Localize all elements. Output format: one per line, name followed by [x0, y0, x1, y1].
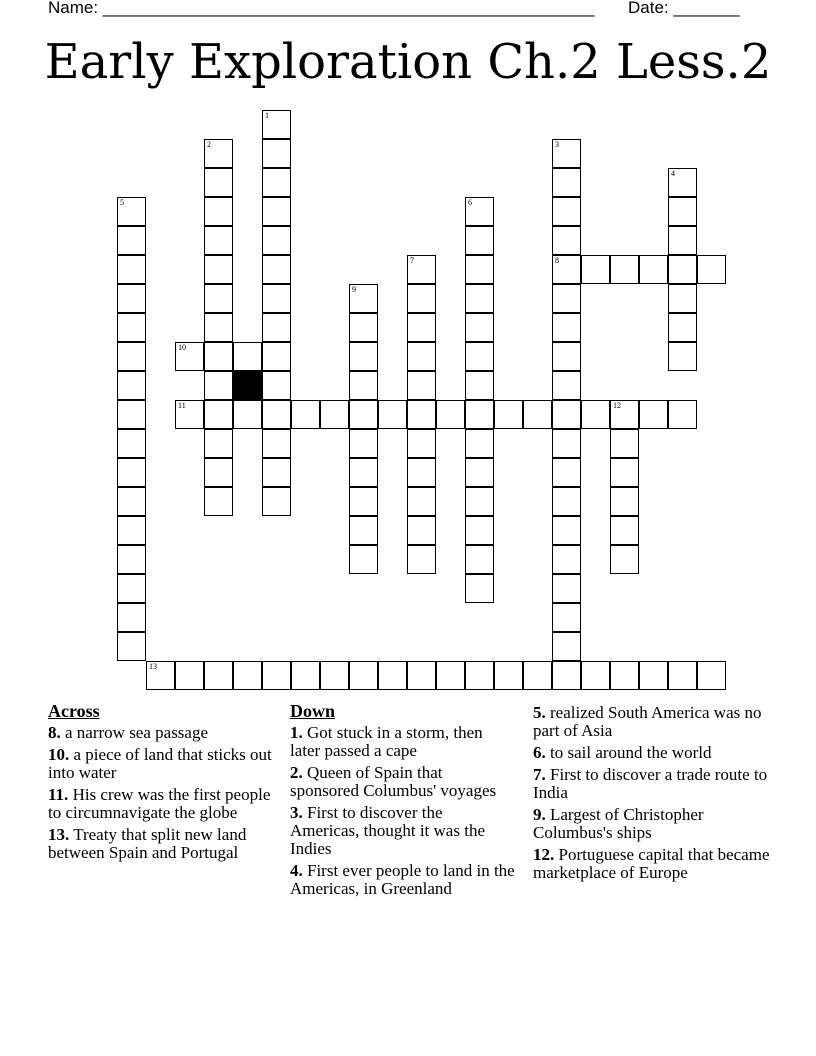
grid-cell[interactable]: [349, 545, 378, 574]
clue-number: 5: [120, 198, 124, 207]
name-field-label: Name: ____________________________________________________: [48, 0, 595, 17]
down-clues-continued: [533, 704, 773, 886]
date-field-label: Date: _______: [628, 0, 740, 17]
grid-cell[interactable]: [552, 139, 581, 168]
grid-cell[interactable]: [349, 284, 378, 313]
grid-cell[interactable]: [494, 661, 523, 690]
grid-cell[interactable]: [233, 342, 262, 371]
grid-cell[interactable]: [465, 400, 494, 429]
grid-cell[interactable]: [668, 313, 697, 342]
clue-number: 8: [555, 256, 559, 265]
clue-number: 2: [207, 140, 211, 149]
grid-cell[interactable]: [581, 255, 610, 284]
grid-cell[interactable]: [668, 284, 697, 313]
grid-cell[interactable]: [668, 197, 697, 226]
grid-cell[interactable]: [262, 371, 291, 400]
grid-cell[interactable]: [204, 284, 233, 313]
grid-cell[interactable]: [349, 429, 378, 458]
grid-cell[interactable]: [552, 371, 581, 400]
grid-cell[interactable]: [552, 487, 581, 516]
grid-cell[interactable]: [262, 458, 291, 487]
clue-across-13: 13. Treaty that split new land between Spain and Portugal: [48, 825, 247, 862]
clue-number: 12: [613, 401, 621, 410]
grid-cell[interactable]: [204, 661, 233, 690]
grid-cell[interactable]: [378, 400, 407, 429]
grid-cell[interactable]: [610, 458, 639, 487]
grid-cell[interactable]: [697, 255, 726, 284]
grid-cell[interactable]: [581, 400, 610, 429]
grid-cell[interactable]: [262, 226, 291, 255]
page-title: Early Exploration Ch.2 Less.2: [44, 34, 772, 90]
grid-cell[interactable]: [610, 545, 639, 574]
clue-across-11: 11. His crew was the first people to circumnavigate the globe: [48, 785, 271, 822]
grid-cell[interactable]: [175, 400, 204, 429]
clue-down-7: 7. First to discover a trade route to India: [533, 765, 768, 802]
grid-cell[interactable]: [407, 545, 436, 574]
grid-cell[interactable]: [465, 226, 494, 255]
grid-cell[interactable]: [349, 342, 378, 371]
grid-cell[interactable]: [465, 429, 494, 458]
grid-cell[interactable]: [349, 661, 378, 690]
grid-cell[interactable]: [262, 110, 291, 139]
grid-cell[interactable]: [465, 255, 494, 284]
clue-number: 13: [149, 662, 157, 671]
grid-cell[interactable]: [668, 226, 697, 255]
grid-cell[interactable]: [262, 284, 291, 313]
grid-cell[interactable]: [117, 545, 146, 574]
grid-cell[interactable]: [668, 255, 697, 284]
grid-cell[interactable]: [552, 168, 581, 197]
grid-cell[interactable]: [552, 632, 581, 661]
grid-cell[interactable]: [204, 226, 233, 255]
grid-cell[interactable]: [349, 458, 378, 487]
grid-cell[interactable]: [204, 197, 233, 226]
grid-cell[interactable]: [117, 284, 146, 313]
clue-down-3: 3. First to discover the Americas, thought it was the Indies: [290, 803, 485, 858]
grid-cell[interactable]: [552, 255, 581, 284]
grid-cell[interactable]: [204, 342, 233, 371]
grid-cell[interactable]: [552, 284, 581, 313]
grid-cell[interactable]: [465, 458, 494, 487]
grid-cell[interactable]: [117, 197, 146, 226]
grid-cell[interactable]: [262, 342, 291, 371]
grid-cell[interactable]: [233, 661, 262, 690]
grid-cell[interactable]: [204, 168, 233, 197]
grid-cell[interactable]: [349, 487, 378, 516]
down-heading: Down: [290, 701, 336, 721]
grid-cell[interactable]: [349, 400, 378, 429]
clue-across-8: 8. a narrow sea passage: [48, 723, 209, 742]
grid-cell[interactable]: [407, 516, 436, 545]
grid-cell[interactable]: [465, 487, 494, 516]
grid-cell[interactable]: [407, 661, 436, 690]
grid-cell[interactable]: [552, 661, 581, 690]
grid-cell[interactable]: [465, 371, 494, 400]
grid-cell[interactable]: [465, 661, 494, 690]
grid-cell[interactable]: [233, 400, 262, 429]
grid-cell[interactable]: [552, 400, 581, 429]
grid-cell[interactable]: [204, 313, 233, 342]
grid-cell[interactable]: [320, 661, 349, 690]
grid-cell[interactable]: [697, 661, 726, 690]
clue-number: 3: [555, 140, 559, 149]
grid-cell[interactable]: [407, 342, 436, 371]
grid-cell[interactable]: [668, 661, 697, 690]
grid-cell[interactable]: [262, 313, 291, 342]
grid-cell[interactable]: [407, 458, 436, 487]
grid-cell[interactable]: [465, 516, 494, 545]
grid-cell[interactable]: [204, 429, 233, 458]
grid-cell[interactable]: [262, 255, 291, 284]
grid-cell[interactable]: [523, 400, 552, 429]
grid-cell[interactable]: [465, 545, 494, 574]
grid-cell[interactable]: [262, 139, 291, 168]
clue-number: 11: [178, 401, 186, 410]
grid-cell[interactable]: [552, 516, 581, 545]
grid-cell[interactable]: [291, 400, 320, 429]
grid-cell[interactable]: [175, 342, 204, 371]
clue-number: 7: [410, 256, 414, 265]
clue-number: 9: [352, 285, 356, 294]
grid-cell[interactable]: [146, 661, 175, 690]
grid-cell[interactable]: [117, 371, 146, 400]
grid-cell[interactable]: [117, 342, 146, 371]
across-clues: [48, 702, 283, 866]
grid-cell[interactable]: [610, 255, 639, 284]
grid-cell[interactable]: [262, 429, 291, 458]
grid-cell[interactable]: [378, 661, 407, 690]
clue-down-4: 4. First ever people to land in the Americas, in Greenland: [290, 861, 515, 898]
grid-cell[interactable]: [320, 400, 349, 429]
grid-block-cell: [233, 371, 262, 400]
clue-across-10: 10. a piece of land that sticks out into water: [48, 745, 272, 782]
clue-number: 6: [468, 198, 472, 207]
grid-cell[interactable]: [262, 168, 291, 197]
grid-cell[interactable]: [407, 487, 436, 516]
grid-cell[interactable]: [117, 226, 146, 255]
grid-cell[interactable]: [117, 458, 146, 487]
grid-cell[interactable]: [552, 429, 581, 458]
grid-cell[interactable]: [552, 342, 581, 371]
grid-cell[interactable]: [407, 400, 436, 429]
grid-cell[interactable]: [204, 458, 233, 487]
clue-down-12: 12. Portuguese capital that became marketplace of Europe: [533, 845, 770, 882]
grid-cell[interactable]: [552, 545, 581, 574]
grid-cell[interactable]: [117, 632, 146, 661]
grid-cell[interactable]: [436, 400, 465, 429]
grid-cell[interactable]: [175, 661, 204, 690]
grid-cell[interactable]: [465, 574, 494, 603]
grid-cell[interactable]: [407, 313, 436, 342]
grid-cell[interactable]: [204, 139, 233, 168]
grid-cell[interactable]: [117, 603, 146, 632]
grid-cell[interactable]: [204, 487, 233, 516]
grid-cell[interactable]: [291, 661, 320, 690]
clue-down-1: 1. Got stuck in a storm, then later passed a cape: [290, 723, 483, 760]
clue-down-6: 6. to sail around the world: [533, 743, 712, 762]
clue-number: 1: [265, 111, 269, 120]
grid-cell[interactable]: [523, 661, 552, 690]
grid-cell[interactable]: [639, 661, 668, 690]
grid-cell[interactable]: [349, 371, 378, 400]
grid-cell[interactable]: [117, 429, 146, 458]
grid-cell[interactable]: [668, 342, 697, 371]
grid-cell[interactable]: [204, 255, 233, 284]
grid-cell[interactable]: [349, 313, 378, 342]
clue-down-2: 2. Queen of Spain that sponsored Columbus' voyages: [290, 763, 497, 800]
grid-cell[interactable]: [407, 284, 436, 313]
grid-cell[interactable]: [610, 516, 639, 545]
grid-cell[interactable]: [407, 429, 436, 458]
grid-cell[interactable]: [552, 574, 581, 603]
grid-cell[interactable]: [610, 429, 639, 458]
grid-cell[interactable]: [204, 400, 233, 429]
grid-cell[interactable]: [117, 487, 146, 516]
grid-cell[interactable]: [465, 197, 494, 226]
clue-down-9: 9. Largest of Christopher Columbus's ships: [533, 805, 704, 842]
down-clues: [290, 702, 515, 902]
grid-cell[interactable]: [552, 603, 581, 632]
grid-cell[interactable]: [407, 371, 436, 400]
grid-cell[interactable]: [262, 400, 291, 429]
grid-cell[interactable]: [117, 255, 146, 284]
grid-cell[interactable]: [552, 458, 581, 487]
across-heading: Across: [48, 701, 100, 721]
grid-cell[interactable]: [494, 400, 523, 429]
grid-cell[interactable]: [581, 661, 610, 690]
grid-cell[interactable]: [552, 197, 581, 226]
grid-cell[interactable]: [349, 516, 378, 545]
grid-cell[interactable]: [610, 661, 639, 690]
clue-down-5: 5. realized South America was no part of Asia: [533, 703, 762, 740]
grid-cell[interactable]: [117, 574, 146, 603]
grid-cell[interactable]: [639, 255, 668, 284]
grid-cell[interactable]: [639, 400, 668, 429]
grid-cell[interactable]: [668, 168, 697, 197]
grid-cell[interactable]: [262, 487, 291, 516]
grid-cell[interactable]: [117, 400, 146, 429]
grid-cell[interactable]: [668, 400, 697, 429]
grid-cell[interactable]: [465, 284, 494, 313]
grid-cell[interactable]: [552, 226, 581, 255]
grid-cell[interactable]: [610, 400, 639, 429]
grid-cell[interactable]: [465, 313, 494, 342]
grid-cell[interactable]: [262, 197, 291, 226]
grid-cell[interactable]: [117, 516, 146, 545]
grid-cell[interactable]: [610, 487, 639, 516]
grid-cell[interactable]: [117, 313, 146, 342]
clue-number: 4: [671, 169, 675, 178]
clue-number: 10: [178, 343, 186, 352]
grid-cell[interactable]: [407, 255, 436, 284]
grid-cell[interactable]: [465, 342, 494, 371]
grid-cell[interactable]: [262, 661, 291, 690]
grid-cell[interactable]: [436, 661, 465, 690]
grid-cell[interactable]: [552, 313, 581, 342]
grid-cell[interactable]: [204, 371, 233, 400]
